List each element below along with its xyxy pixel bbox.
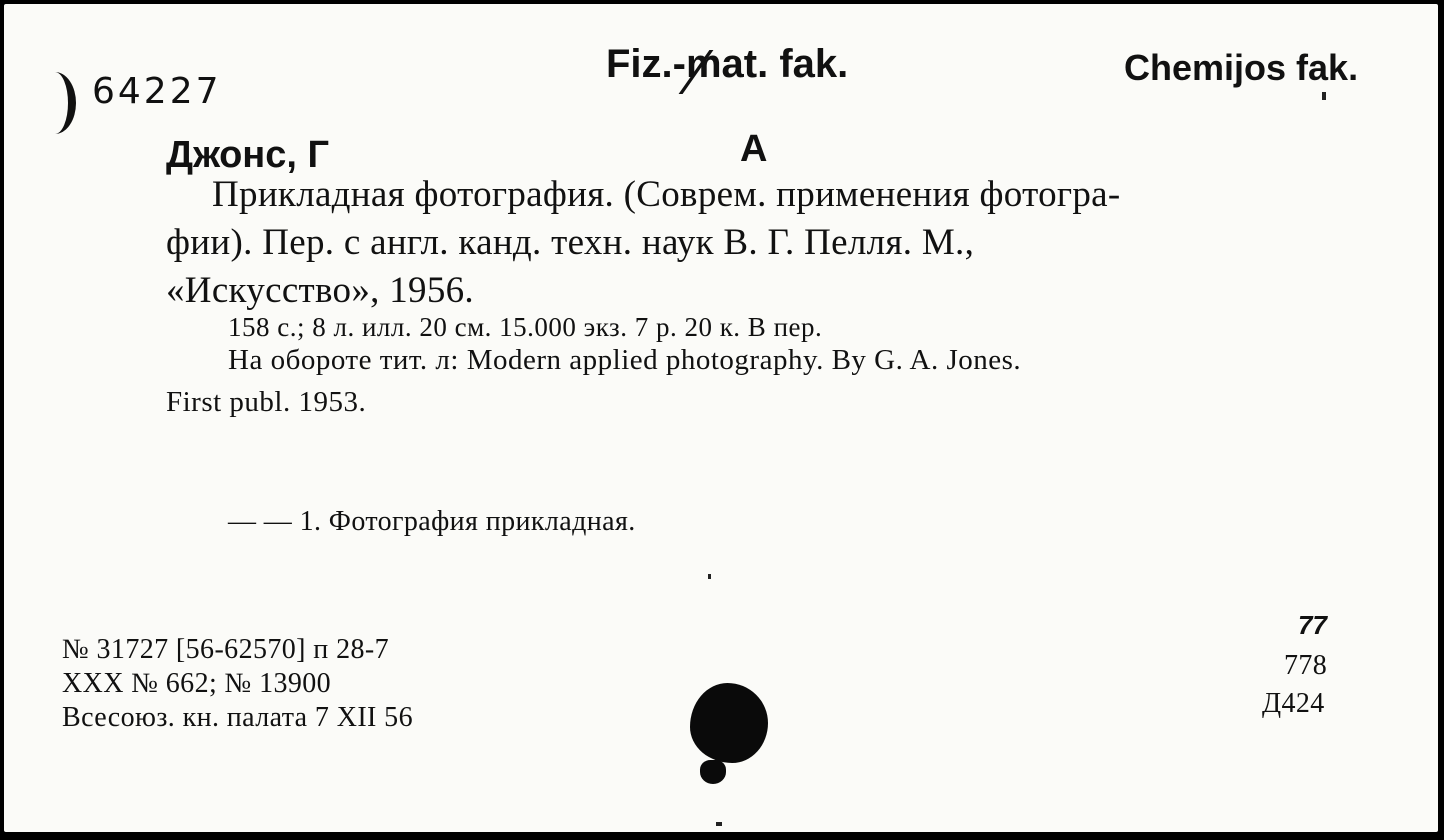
title-line-1: Прикладная фотография. (Соврем. применения фотогра- [212,174,1121,215]
ink-speck [716,822,722,826]
author-letter: А [740,128,768,170]
call-mark: 77 [1298,610,1327,640]
call-number-class: 778 [1284,650,1328,681]
ink-blot [690,683,768,763]
author-heading: Джонс, Г [166,134,330,176]
title-line-2: фии). Пер. с англ. канд. техн. наук В. Г. Пелля. М., [166,222,975,263]
ink-blot-tail [700,760,726,784]
ink-speck [1322,92,1326,100]
handwritten-number: 64227 [92,71,222,112]
stamp-physics-faculty [606,44,848,84]
physical-description: 158 с.; 8 л. илл. 20 см. 15.000 экз. 7 р. 20 к. В пер. [228,312,823,342]
stamp-physics-text: Fiz.-mat. fak. [606,42,849,86]
note-original-title: На обороте тит. л: Modern applied photography. By G. A. Jones. [228,344,1022,376]
series-number: XXX № 662; № 13900 [62,668,332,699]
chamber-stamp: Всесоюз. кн. палата 7 XII 56 [62,702,413,733]
stamp-chemistry-faculty: Chemijos fak. [1124,47,1359,88]
subject-heading: — — 1. Фотография прикладная. [228,506,636,537]
call-number-author: Д424 [1262,688,1325,719]
punch-hole-mark [34,72,76,134]
record-number: № 31727 [56-62570] п 28-7 [62,634,389,665]
note-first-published: First publ. 1953. [166,386,367,418]
title-line-3: «Искусство», 1956. [166,270,474,311]
ink-speck [708,574,711,579]
